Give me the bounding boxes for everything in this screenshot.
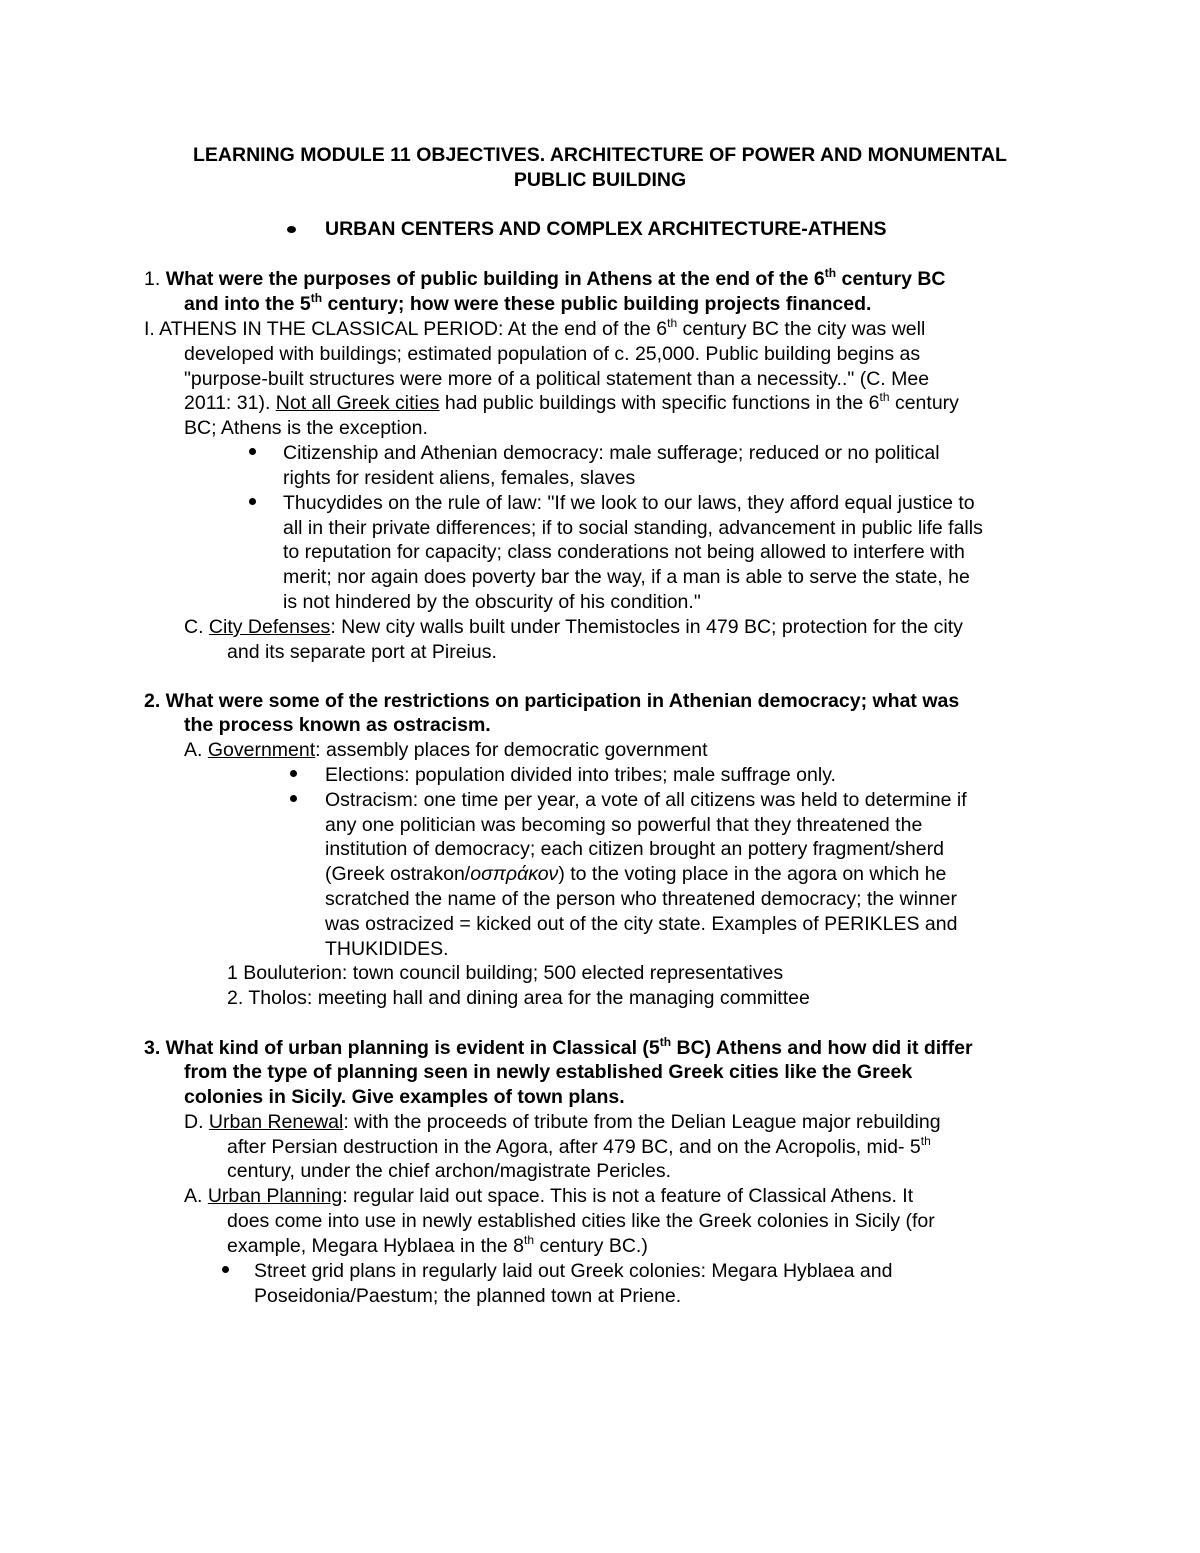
bullet-icon: [249, 448, 256, 455]
street-grid-bullet-line-2: Poseidonia/Paestum; the planned town at Priene.: [254, 1285, 682, 1307]
page-title-line-1: LEARNING MODULE 11 OBJECTIVES. ARCHITECTURE OF POWER AND MONUMENTAL: [193, 144, 1007, 166]
urban-planning-line-2: does come into use in newly established cities like the Greek colonies in Sicily (for: [227, 1210, 935, 1232]
tholos-line: 2. Tholos: meeting hall and dining area for the managing committee: [227, 987, 810, 1009]
ostracism-bullet-line-7: THUKIDIDES.: [325, 938, 449, 960]
ostracism-bullet-line-3: institution of democracy; each citizen brought an pottery fragment/sherd: [325, 838, 944, 860]
section-i-line-1: I. ATHENS IN THE CLASSICAL PERIOD: At the end of the 6th century BC the city was well: [144, 315, 926, 340]
urban-planning-line-3: example, Megara Hyblaea in the 8th century BC.): [227, 1232, 648, 1257]
section-i-line-2: developed with buildings; estimated population of c. 25,000. Public building begins as: [184, 343, 921, 365]
section-heading: URBAN CENTERS AND COMPLEX ARCHITECTURE-ATHENS: [325, 218, 887, 240]
thucydides-bullet-line-4: merit; nor again does poverty bar the way, if a man is able to serve the state, he: [283, 566, 970, 588]
section-i-line-3: "purpose-built structures were more of a political statement than a necessity.." (C. Mee: [184, 368, 930, 390]
city-defenses-line-2: and its separate port at Pireius.: [227, 641, 497, 663]
urban-renewal-line-2: after Persian destruction in the Agora, after 479 BC, and on the Acropolis, mid- 5th: [227, 1133, 931, 1158]
thucydides-bullet-line-5: is not hindered by the obscurity of his condition.": [283, 591, 701, 613]
question-3-line-2: from the type of planning seen in newly established Greek cities like the Greek: [184, 1061, 913, 1083]
section-i-line-5: BC; Athens is the exception.: [184, 417, 428, 439]
question-1-line-2: and into the 5th century; how were these public building projects financed.: [184, 290, 872, 315]
ostracism-bullet-line-5: scratched the name of the person who threatened democracy; the winner: [325, 888, 957, 910]
urban-planning-line-1: A. Urban Planning: regular laid out space. This is not a feature of Classical Athens. It: [184, 1185, 914, 1207]
bullet-icon: [290, 770, 297, 777]
bullet-icon: [222, 1266, 229, 1273]
elections-bullet: Elections: population divided into tribes; male suffrage only.: [325, 764, 836, 786]
citizenship-bullet-line-1: Citizenship and Athenian democracy: male sufferage; reduced or no political: [283, 442, 940, 464]
ostracism-bullet-line-1: Ostracism: one time per year, a vote of all citizens was held to determine if: [325, 789, 967, 811]
section-i-line-4: 2011: 31). Not all Greek cities had public buildings with specific functions in the 6th century: [184, 389, 959, 414]
thucydides-bullet-line-3: to reputation for capacity; class conderations not being allowed to interfere with: [283, 541, 965, 563]
question-3-line-3: colonies in Sicily. Give examples of town plans.: [184, 1086, 625, 1108]
question-2-line-1: 2. What were some of the restrictions on participation in Athenian democracy; what was: [144, 690, 960, 712]
bullet-icon: [249, 498, 256, 505]
question-1-line-1: 1. What were the purposes of public building in Athens at the end of the 6th century BC: [144, 265, 946, 290]
question-3-line-1: 3. What kind of urban planning is evident in Classical (5th BC) Athens and how did it differ: [144, 1034, 973, 1059]
bullet-icon: [287, 226, 296, 233]
page-title-line-2: PUBLIC BUILDING: [513, 169, 687, 191]
urban-renewal-line-1: D. Urban Renewal: with the proceeds of tribute from the Delian League major rebuilding: [184, 1111, 941, 1133]
government-line: A. Government: assembly places for democratic government: [184, 739, 708, 761]
question-2-line-2: the process known as ostracism.: [184, 714, 491, 736]
urban-renewal-line-3: century, under the chief archon/magistrate Pericles.: [227, 1160, 672, 1182]
citizenship-bullet-line-2: rights for resident aliens, females, slaves: [283, 467, 636, 489]
street-grid-bullet-line-1: Street grid plans in regularly laid out Greek colonies: Megara Hyblaea and: [254, 1260, 893, 1282]
ostracism-bullet-line-6: was ostracized = kicked out of the city state. Examples of PERIKLES and: [325, 913, 958, 935]
bullet-icon: [290, 795, 297, 802]
thucydides-bullet-line-2: all in their private differences; if to social standing, advancement in public life falls: [283, 517, 983, 539]
bouluterion-line: 1 Bouluterion: town council building; 500 elected representatives: [227, 962, 784, 984]
thucydides-bullet-line-1: Thucydides on the rule of law: "If we look to our laws, they afford equal justice to: [283, 492, 975, 514]
ostracism-bullet-line-4: (Greek ostrakon/οσπράκον) to the voting place in the agora on which he: [325, 863, 947, 885]
ostracism-bullet-line-2: any one politician was becoming so powerful that they threatened the: [325, 814, 923, 836]
city-defenses-line-1: C. City Defenses: New city walls built under Themistocles in 479 BC; protection for the city: [184, 616, 963, 638]
